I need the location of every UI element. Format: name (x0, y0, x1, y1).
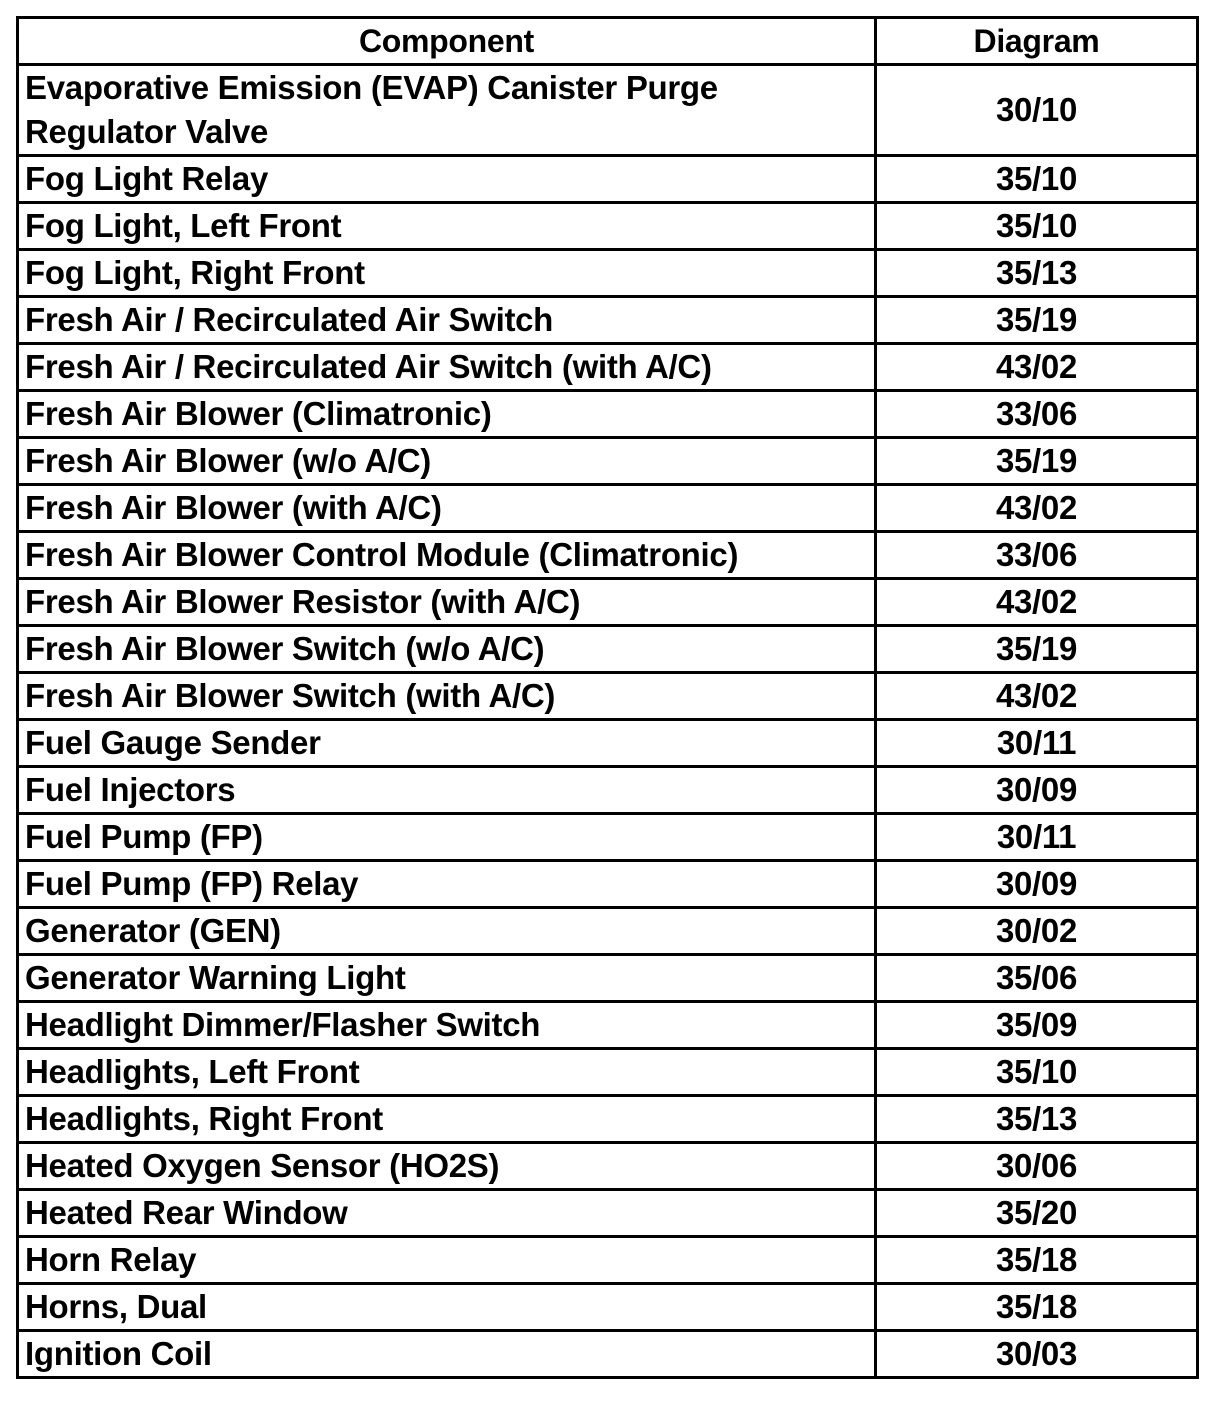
component-cell: Evaporative Emission (EVAP) Canister Purge Regulator Valve (18, 65, 876, 156)
diagram-cell: 35/19 (876, 438, 1198, 485)
table-row (18, 1284, 1198, 1331)
component-cell: Fresh Air Blower Switch (with A/C) (18, 673, 876, 720)
diagram-cell: 30/10 (876, 65, 1198, 156)
table-row (18, 297, 1198, 344)
diagram-cell: 35/13 (876, 250, 1198, 297)
component-cell: Heated Oxygen Sensor (HO2S) (18, 1143, 876, 1190)
table-row (18, 1002, 1198, 1049)
component-cell: Heated Rear Window (18, 1190, 876, 1237)
table-row (18, 955, 1198, 1002)
component-cell: Headlights, Right Front (18, 1096, 876, 1143)
component-cell: Fog Light, Right Front (18, 250, 876, 297)
diagram-cell: 33/06 (876, 391, 1198, 438)
diagram-cell: 30/11 (876, 814, 1198, 861)
diagram-cell: 43/02 (876, 579, 1198, 626)
diagram-cell: 35/09 (876, 1002, 1198, 1049)
component-cell: Fog Light Relay (18, 156, 876, 203)
diagram-cell: 35/19 (876, 626, 1198, 673)
table-row (18, 861, 1198, 908)
diagram-cell: 35/10 (876, 203, 1198, 250)
component-cell: Fresh Air Blower Resistor (with A/C) (18, 579, 876, 626)
diagram-cell: 35/10 (876, 1049, 1198, 1096)
table-row (18, 814, 1198, 861)
table-header-row (18, 18, 1198, 65)
table-body (18, 65, 1198, 1378)
table-row (18, 579, 1198, 626)
component-cell: Fuel Pump (FP) (18, 814, 876, 861)
table-row (18, 1190, 1198, 1237)
diagram-cell: 35/18 (876, 1237, 1198, 1284)
component-diagram-table (16, 16, 1199, 1379)
table-row (18, 908, 1198, 955)
table-row (18, 438, 1198, 485)
diagram-cell: 35/20 (876, 1190, 1198, 1237)
component-cell: Headlight Dimmer/Flasher Switch (18, 1002, 876, 1049)
table-row (18, 1049, 1198, 1096)
component-cell: Ignition Coil (18, 1331, 876, 1378)
diagram-cell: 30/02 (876, 908, 1198, 955)
diagram-cell: 30/11 (876, 720, 1198, 767)
table-row (18, 673, 1198, 720)
column-header-diagram: Diagram (876, 18, 1198, 65)
table-row (18, 626, 1198, 673)
table-row (18, 65, 1198, 156)
diagram-cell: 33/06 (876, 532, 1198, 579)
table-row (18, 156, 1198, 203)
diagram-cell: 43/02 (876, 673, 1198, 720)
component-cell: Fresh Air Blower (with A/C) (18, 485, 876, 532)
table-row (18, 1143, 1198, 1190)
table-row (18, 767, 1198, 814)
table-row (18, 344, 1198, 391)
table-row (18, 391, 1198, 438)
table-row (18, 485, 1198, 532)
component-cell: Fuel Injectors (18, 767, 876, 814)
column-header-component: Component (18, 18, 876, 65)
diagram-cell: 43/02 (876, 485, 1198, 532)
component-cell: Fog Light, Left Front (18, 203, 876, 250)
diagram-cell: 30/06 (876, 1143, 1198, 1190)
diagram-cell: 43/02 (876, 344, 1198, 391)
table-row (18, 1096, 1198, 1143)
component-cell: Fresh Air Blower Switch (w/o A/C) (18, 626, 876, 673)
table-row (18, 532, 1198, 579)
diagram-cell: 30/09 (876, 861, 1198, 908)
component-cell: Fresh Air Blower (w/o A/C) (18, 438, 876, 485)
diagram-cell: 30/09 (876, 767, 1198, 814)
diagram-cell: 35/13 (876, 1096, 1198, 1143)
diagram-cell: 35/18 (876, 1284, 1198, 1331)
table-row (18, 1331, 1198, 1378)
component-cell: Fresh Air / Recirculated Air Switch (18, 297, 876, 344)
table-row (18, 720, 1198, 767)
table-row (18, 203, 1198, 250)
component-cell: Fresh Air / Recirculated Air Switch (with A/C) (18, 344, 876, 391)
component-cell: Horn Relay (18, 1237, 876, 1284)
component-cell: Headlights, Left Front (18, 1049, 876, 1096)
component-cell: Fuel Pump (FP) Relay (18, 861, 876, 908)
diagram-cell: 35/19 (876, 297, 1198, 344)
component-cell: Fresh Air Blower Control Module (Climatronic) (18, 532, 876, 579)
table-row (18, 250, 1198, 297)
component-cell: Generator Warning Light (18, 955, 876, 1002)
component-cell: Generator (GEN) (18, 908, 876, 955)
component-cell: Fresh Air Blower (Climatronic) (18, 391, 876, 438)
component-cell: Fuel Gauge Sender (18, 720, 876, 767)
diagram-cell: 30/03 (876, 1331, 1198, 1378)
table-row (18, 1237, 1198, 1284)
component-cell: Horns, Dual (18, 1284, 876, 1331)
diagram-cell: 35/10 (876, 156, 1198, 203)
diagram-cell: 35/06 (876, 955, 1198, 1002)
